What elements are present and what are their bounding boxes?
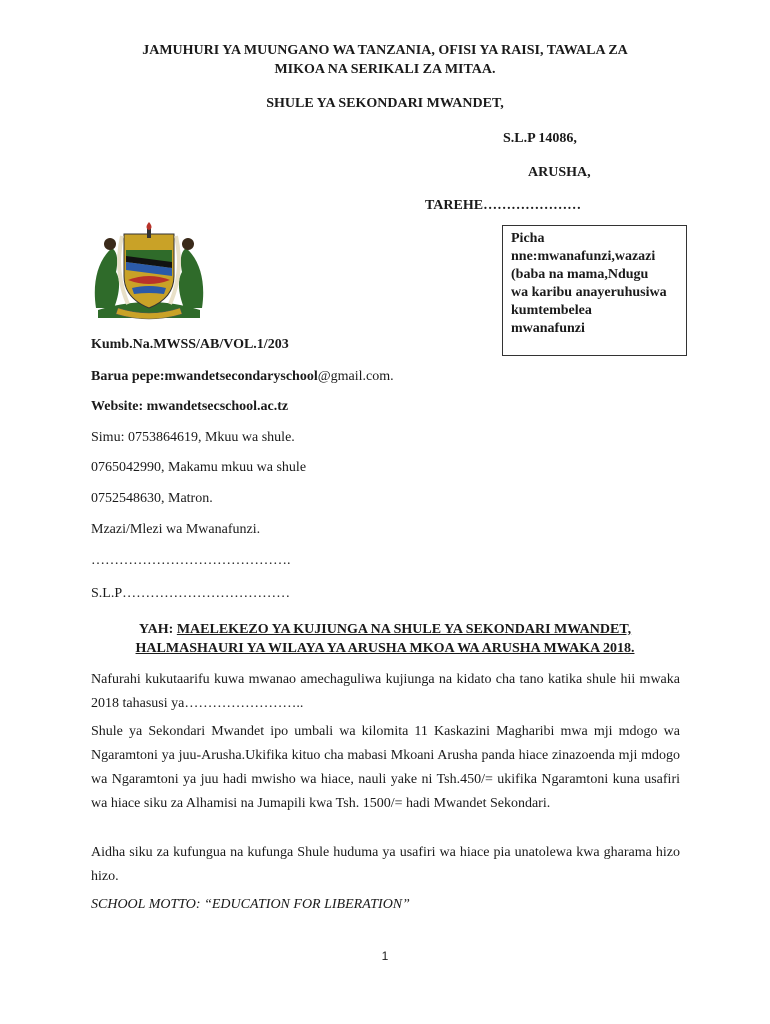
email-domain: @gmail.com. (317, 369, 394, 384)
photo-box-line: wa karibu anayeruhusiwa (511, 285, 667, 300)
school-name: SHULE YA SEKONDARI MWANDET, (266, 96, 504, 111)
subject-title: MAELEKEZO YA KUJIUNGA NA SHULE YA SEKONDARI MWANDET, (176, 622, 632, 637)
photo-box-line: (baba na mama,Ndugu (511, 267, 649, 282)
address-city: ARUSHA, (528, 165, 591, 180)
recipient-name-blank: ……………………………………. (91, 553, 291, 568)
recipient-address-blank: S.L.P……………………………… (91, 586, 291, 601)
header-line-2: MIKOA NA SERIKALI ZA MITAA. (274, 62, 496, 77)
paragraph-selection: Nafurahi kukutaarifu kuwa mwanao amechaguliwa kujiunga na kidato cha tano katika shule hii mwaka 2018 tahasusi ya…………………….. (91, 672, 680, 711)
reference-number: Kumb.Na.MWSS/AB/VOL.1/203 (91, 337, 289, 352)
page-number: 1 (381, 949, 389, 963)
paragraph-transport: Aidha siku za kufungua na kufunga Shule huduma ya usafiri wa hiace pia unatolewa kwa gharama hizo hizo. (91, 845, 680, 884)
paragraph-directions: Shule ya Sekondari Mwandet ipo umbali wa kilomita 11 Kaskazini Magharibi mwa mji mdogo wa Ngaramtoni ya juu-Arusha.Ukifika kituo cha mabasi Mkoani Arusha panda hiace zinazoenda mji mdogo wa Ngaramtoni ya juu hadi mwisho wa hiace, nauli yake ni Tsh.450/= ukifika Ngaramtoni kuna usafiri wa hiace siku za Alhamisi na Jumapili kwa Tsh. 1500/= hadi Mwandet Sekondari. (91, 724, 680, 811)
photo-placeholder-box (502, 225, 687, 356)
email-line (91, 368, 394, 386)
address-slp: S.L.P 14086, (503, 131, 577, 146)
photo-box-line: nne:mwanafunzi,wazazi (511, 249, 656, 264)
phone-headmaster: Simu: 0753864619, Mkuu wa shule. (91, 430, 295, 445)
photo-box-line: kumtembelea (511, 303, 592, 318)
header-line-1: JAMUHURI YA MUUNGANO WA TANZANIA, OFISI YA RAISI, TAWALA ZA (142, 43, 628, 58)
recipient-title: Mzazi/Mlezi wa Mwanafunzi. (91, 522, 261, 537)
subject-prefix: YAH: (138, 622, 177, 637)
subject-line-1 (60, 621, 710, 639)
phone-matron: 0752548630, Matron. (91, 491, 213, 506)
website-line: Website: mwandetsecschool.ac.tz (91, 399, 289, 414)
tanzania-coat-of-arms-icon (88, 222, 210, 322)
phone-deputy: 0765042990, Makamu mkuu wa shule (91, 460, 307, 475)
photo-box-line: mwanafunzi (511, 321, 585, 336)
date-line: TAREHE………………… (425, 198, 582, 213)
subject-line-2: HALMASHAURI YA WILAYA YA ARUSHA MKOA WA ARUSHA MWAKA 2018. (135, 641, 635, 656)
school-motto: SCHOOL MOTTO: “EDUCATION FOR LIBERATION” (91, 897, 410, 912)
photo-box-line: Picha (511, 231, 545, 246)
email-label: Barua pepe:mwandetsecondaryschool (91, 369, 318, 384)
